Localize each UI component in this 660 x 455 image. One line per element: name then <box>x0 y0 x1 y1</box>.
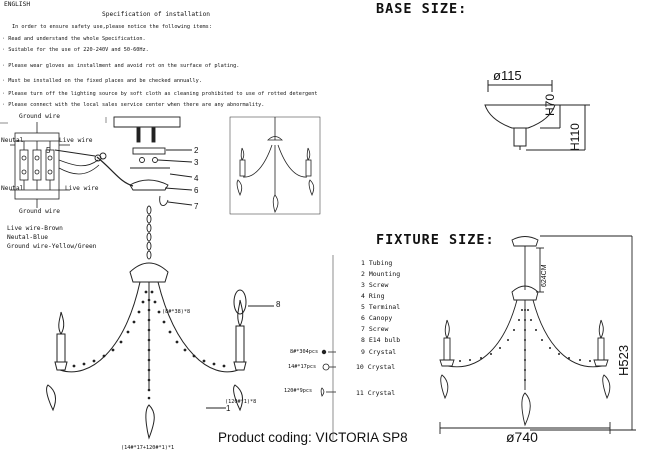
right-candle <box>236 326 244 362</box>
callout-3: 3 <box>194 158 199 167</box>
left-candle-cup <box>55 362 67 370</box>
fixture-size-drawing <box>440 236 636 434</box>
left-bulb <box>59 312 64 334</box>
instruction-item: · Read and understand the whole Specification. <box>2 36 146 42</box>
crystal-icons <box>321 350 336 396</box>
base-height-h110: H110 <box>568 123 582 151</box>
callout-7: 7 <box>194 202 199 211</box>
parts-list-item: 5 Terminal <box>361 303 401 311</box>
spec-title: Specification of installation <box>102 11 211 18</box>
base-canopy <box>485 105 555 128</box>
callout-4: 4 <box>194 174 199 183</box>
fixture-height-label: H523 <box>616 344 631 376</box>
parts-list-item: 8 E14 bulb <box>361 336 401 344</box>
wire-color-legend-ground: Ground wire-Yellow/Green <box>7 243 97 250</box>
crystal-qty-10: 14#*17pcs <box>288 364 317 370</box>
crystal-11-icon <box>321 388 324 396</box>
callout-8: 8 <box>276 300 281 309</box>
parts-list-item: 10 Crystal <box>356 363 396 371</box>
language-label: ENGLISH <box>4 1 31 8</box>
fixture-size-title: FIXTURE SIZE: <box>376 232 495 248</box>
right-crystal <box>234 385 243 410</box>
callout-2: 2 <box>194 146 199 155</box>
main-chain <box>147 206 151 259</box>
instruction-item: · Suitable for the use of 220-240V and 50-60Hz. <box>2 47 149 53</box>
screw-hook <box>160 196 168 206</box>
parts-list-item: 4 Ring <box>361 292 385 300</box>
left-crystal <box>47 385 56 410</box>
ground-wire-label-top: Ground wire <box>19 113 60 120</box>
wire-to-terminal <box>59 160 98 166</box>
wire-color-legend-neutal: Neutal-Blue <box>7 234 48 241</box>
left-arm <box>60 282 140 372</box>
crystal-9-icon <box>322 350 326 354</box>
fixture-canopy <box>512 237 538 247</box>
parts-list-item: 3 Screw <box>361 281 389 289</box>
instruction-item: · Please turn off the lighting source by soft cloth as cleaning prohibited to use of rotted detergent <box>2 91 318 97</box>
base-diameter-label: ø115 <box>493 68 522 83</box>
neutal-label-bottom: Neutal <box>1 185 24 192</box>
crystal-label-arm-left: (8#*38)*8 <box>162 309 191 315</box>
base-size-title: BASE SIZE: <box>376 1 468 17</box>
preview-chandelier <box>230 117 320 214</box>
mounting-bracket <box>133 148 165 154</box>
instruction-intro: In order to ensure safety use,please notice the following items: <box>12 24 212 30</box>
instruction-item: · Please connect with the local sales service center when there are any abnormality. <box>2 102 265 108</box>
callout-6: 6 <box>194 186 199 195</box>
chain-length-label: 624CM <box>541 264 548 287</box>
parts-list-item: 1 Tubing <box>361 259 393 267</box>
callout-1: 1 <box>226 404 231 413</box>
wire-color-legend-live: Live wire-Brown <box>7 225 63 232</box>
instruction-item: · Must be installed on the fixed places and be checked annually. <box>2 78 202 84</box>
ground-wire-label-bottom: Ground wire <box>19 208 60 215</box>
terminal-lead <box>97 157 133 186</box>
crystal-qty-11: 120#*9pcs <box>284 388 313 394</box>
live-wire-label-top: Live wire <box>59 137 93 144</box>
terminal-2 <box>33 150 41 180</box>
crystal-qty-9: 8#*304pcs <box>290 349 319 355</box>
wiring-diagram <box>10 122 99 208</box>
product-coding: Product coding: VICTORIA SP8 <box>218 430 408 445</box>
bottom-crystal <box>146 405 154 438</box>
chandelier-body <box>130 263 168 282</box>
right-candle-cup <box>234 362 246 370</box>
callout-5: 5 <box>46 146 51 155</box>
neutal-label-top: Neutal <box>1 137 24 144</box>
terminal-1 <box>20 150 28 180</box>
terminal-3 <box>46 150 54 180</box>
preview-left-arm <box>243 145 272 177</box>
crystal-label-arm-right: (120#*1)*8 <box>225 399 257 405</box>
left-candle <box>57 334 65 362</box>
base-height-h70: H70 <box>543 93 557 116</box>
instruction-item: · Please wear gloves as installment and avoid rot on the surface of plating. <box>2 63 240 69</box>
crystal-label-bottom: (14#*17+120#*1)*1 <box>121 445 175 451</box>
parts-list-item: 9 Crystal <box>361 348 397 356</box>
fixture-diameter-label: ø740 <box>506 429 538 445</box>
canopy <box>130 180 168 190</box>
mounting-plate <box>114 117 180 127</box>
exploded-mounting <box>55 117 192 206</box>
chandelier-main <box>47 263 274 438</box>
parts-list-item: 2 Mounting <box>361 270 401 278</box>
parts-list-item: 6 Canopy <box>361 314 393 322</box>
base-size-drawing <box>485 80 590 150</box>
parts-list-item: 11 Crystal <box>356 389 396 397</box>
parts-list-item: 7 Screw <box>361 325 389 333</box>
base-stem <box>514 128 526 146</box>
fixture-left-arm <box>448 300 517 367</box>
live-wire-label-bottom: Live wire <box>65 185 99 192</box>
crystal-10-icon <box>323 364 329 370</box>
